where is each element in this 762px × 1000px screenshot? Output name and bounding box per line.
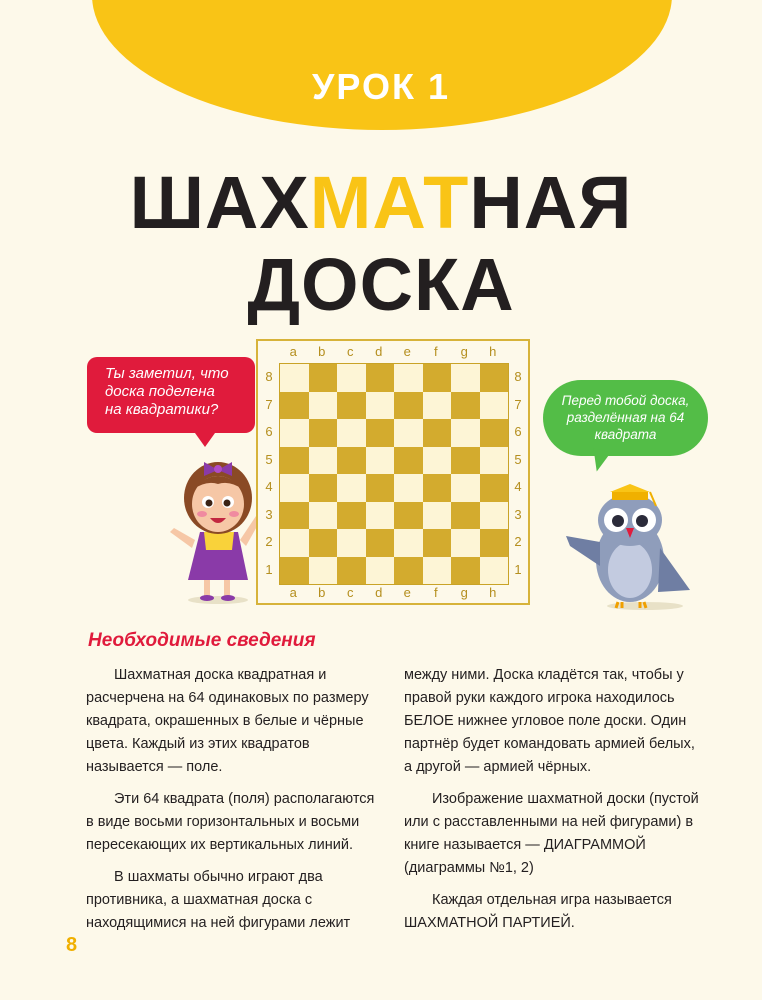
file-labels-top xyxy=(279,344,507,359)
board-square xyxy=(337,419,366,447)
rank-label: 1 xyxy=(514,561,522,577)
rank-label: 4 xyxy=(514,479,522,495)
owl-illustration xyxy=(560,462,700,612)
board-square xyxy=(423,557,452,585)
file-label: d xyxy=(375,344,383,359)
board-square xyxy=(451,557,480,585)
board-square xyxy=(423,419,452,447)
file-label: f xyxy=(433,585,438,600)
board-square xyxy=(337,474,366,502)
board-square xyxy=(480,502,509,530)
board-square xyxy=(366,502,395,530)
board-square xyxy=(309,502,338,530)
text-column-right xyxy=(404,664,704,944)
file-label: b xyxy=(318,344,326,359)
file-label: c xyxy=(347,344,354,359)
board-square xyxy=(394,502,423,530)
paragraph: Изображение шахматной доски (пустой или с расставленными на ней фигурами) в книге называется — ДИАГРАММОЙ (диаграммы №1, 2) xyxy=(404,791,699,876)
board-square xyxy=(366,392,395,420)
title-part-3: НАЯ xyxy=(469,161,633,244)
board-square xyxy=(394,447,423,475)
board-square xyxy=(309,364,338,392)
board-square xyxy=(394,557,423,585)
board-square xyxy=(451,447,480,475)
board-square xyxy=(280,557,309,585)
board-square xyxy=(480,529,509,557)
rank-labels-right xyxy=(509,363,527,583)
file-label: g xyxy=(460,344,468,359)
board-square xyxy=(280,529,309,557)
file-label: c xyxy=(347,585,354,600)
text-column-left xyxy=(86,664,376,944)
board-square xyxy=(366,364,395,392)
page-number: 8 xyxy=(66,934,78,956)
bubble-line: разделённая на 64 xyxy=(566,410,685,425)
board-square xyxy=(451,474,480,502)
board-square xyxy=(423,474,452,502)
board-square xyxy=(480,557,509,585)
rank-label: 7 xyxy=(265,396,273,412)
board-square xyxy=(366,419,395,447)
board-square xyxy=(366,557,395,585)
file-label: d xyxy=(375,585,383,600)
girl-illustration xyxy=(160,440,270,605)
board-square xyxy=(451,364,480,392)
rank-label: 2 xyxy=(265,534,273,550)
file-label: a xyxy=(289,585,297,600)
bubble-line: на квадратики? xyxy=(105,401,219,418)
file-label: b xyxy=(318,585,326,600)
rank-label: 7 xyxy=(514,396,522,412)
board-square xyxy=(423,502,452,530)
board-square xyxy=(451,529,480,557)
rank-label: 2 xyxy=(514,534,522,550)
file-label: h xyxy=(489,344,497,359)
rank-label: 5 xyxy=(265,451,273,467)
file-label: e xyxy=(403,344,411,359)
board-square xyxy=(280,364,309,392)
title-part-1: ШАХ xyxy=(129,161,310,244)
owl-speech-bubble xyxy=(543,380,708,456)
board-square xyxy=(480,419,509,447)
rank-labels-left xyxy=(260,363,278,583)
board-square xyxy=(480,474,509,502)
board-square xyxy=(394,364,423,392)
board-square xyxy=(451,502,480,530)
board-square xyxy=(309,392,338,420)
rank-label: 5 xyxy=(514,451,522,467)
file-label: h xyxy=(489,585,497,600)
board-square xyxy=(366,474,395,502)
header-yellow-shape xyxy=(92,0,672,130)
board-square xyxy=(309,529,338,557)
board-square xyxy=(337,447,366,475)
board-square xyxy=(423,392,452,420)
board-square xyxy=(366,447,395,475)
rank-label: 6 xyxy=(265,424,273,440)
board-square xyxy=(280,392,309,420)
board-square xyxy=(280,419,309,447)
rank-label: 6 xyxy=(514,424,522,440)
paragraph: Каждая отдельная игра называется ШАХМАТНОЙ ПАРТИЕЙ. xyxy=(404,892,672,931)
board-square xyxy=(337,557,366,585)
board-square xyxy=(394,392,423,420)
board-square xyxy=(423,529,452,557)
page-title xyxy=(0,162,762,326)
board-square xyxy=(451,419,480,447)
bubble-line: квадрата xyxy=(594,427,657,442)
paragraph: В шахматы обычно играют два противника, а шахматная доска с находящимися на ней фигурами лежит xyxy=(86,869,351,931)
board-square xyxy=(337,364,366,392)
board-square xyxy=(423,447,452,475)
file-labels-bottom xyxy=(279,585,507,600)
board-squares xyxy=(279,363,509,585)
girl-speech-bubble xyxy=(87,357,255,433)
board-square xyxy=(394,419,423,447)
board-square xyxy=(394,529,423,557)
board-square xyxy=(337,502,366,530)
board-square xyxy=(423,364,452,392)
chess-board xyxy=(256,339,530,605)
bubble-line: Перед тобой доска, xyxy=(561,393,690,408)
rank-label: 3 xyxy=(265,506,273,522)
board-square xyxy=(337,529,366,557)
paragraph: Шахматная доска квадратная и расчерчена на 64 одинаковых по размеру квадрата, окрашенных в белые и чёрные цвета. Каждый из этих квадратов называется — поле. xyxy=(86,667,369,775)
rank-label: 4 xyxy=(265,479,273,495)
section-heading: Необходимые сведения xyxy=(88,630,316,651)
bubble-line: Ты заметил, что xyxy=(105,365,229,382)
rank-label: 1 xyxy=(265,561,273,577)
file-label: g xyxy=(460,585,468,600)
bubble-line: доска поделена xyxy=(105,383,215,400)
rank-label: 3 xyxy=(514,506,522,522)
board-square xyxy=(480,364,509,392)
file-label: f xyxy=(433,344,438,359)
board-square xyxy=(309,419,338,447)
board-square xyxy=(309,557,338,585)
rank-label: 8 xyxy=(265,369,273,385)
title-highlight: МАТ xyxy=(309,161,470,244)
board-square xyxy=(366,529,395,557)
board-square xyxy=(480,392,509,420)
board-square xyxy=(309,447,338,475)
board-square xyxy=(480,447,509,475)
lesson-label: УРОК 1 xyxy=(312,66,450,107)
board-square xyxy=(394,474,423,502)
board-square xyxy=(280,474,309,502)
file-label: e xyxy=(403,585,411,600)
board-square xyxy=(309,474,338,502)
title-line-2: ДОСКА xyxy=(247,243,515,326)
board-square xyxy=(280,447,309,475)
paragraph-continuation: между ними. Доска кладётся так, чтобы у правой руки каждого игрока находилось БЕЛОЕ нижнее угловое поле доски. Один партнёр будет командовать армией белых, а другой — армией чёрных. xyxy=(404,667,695,775)
board-square xyxy=(337,392,366,420)
rank-label: 8 xyxy=(514,369,522,385)
board-square xyxy=(451,392,480,420)
file-label: a xyxy=(289,344,297,359)
paragraph: Эти 64 квадрата (поля) располагаются в виде восьми горизонтальных и восьми пересекающих их вертикальных линий. xyxy=(86,791,375,853)
board-square xyxy=(280,502,309,530)
